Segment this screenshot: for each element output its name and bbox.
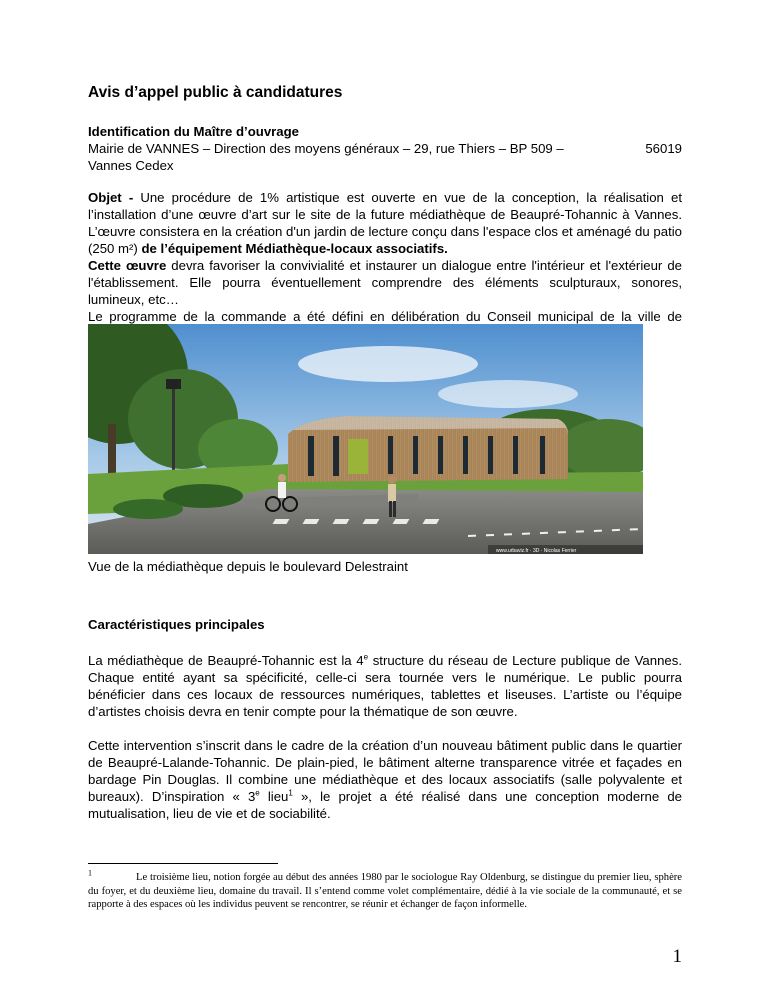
- oeuvre-label: Cette œuvre: [88, 258, 167, 273]
- oeuvre-text: devra favoriser la convivialité et instaurer un dialogue entre l'intérieur et l'extérieur de l'établissement. Elle pourra éventuellement comprendre des éléments sculpturaux, sonores, lumineux, etc…: [88, 258, 682, 307]
- footnote-number: 1: [88, 868, 92, 878]
- address-line-2: Vannes Cedex: [88, 158, 174, 173]
- address-line-1: Mairie de VANNES – Direction des moyens généraux – 29, rue Thiers – BP 509 –: [88, 141, 564, 156]
- p1-text-b: structure du réseau de Lecture publique de Vannes. Chaque entité ayant sa spécificité, celle-ci sera tournée vers le numérique. Le public pourra bénéficier dans ces locaux de ressources numériques, tablettes et liseuses. L’artiste ou l’équipe d’artistes choisis devra en tenir compte pour la thématique de son œuvre.: [88, 653, 682, 719]
- footnote-ref: 1: [288, 788, 293, 798]
- footnote: [88, 868, 682, 912]
- page-number: 1: [672, 946, 682, 967]
- mediatheque-photo: [88, 324, 643, 554]
- objet-text: Une procédure de 1% artistique est ouverte en vue de la conception, la réalisation et l’installation d’une œuvre d’art sur le site de la future médiathèque de Beaupré-Tohannic à Vannes. L’œuvre consistera en la création d'un jardin de lecture conçu dans l'espace clos et aménagé du patio (250 m²): [88, 190, 682, 256]
- p2-text-c: », le projet a été réalisé dans une conception moderne de mutualisation, lieu de vie et de sociabilité.: [88, 789, 683, 821]
- identification-heading: Identification du Maître d’ouvrage: [88, 124, 300, 139]
- p2-text-a: Cette intervention s’inscrit dans le cadre de la création d’un nouveau bâtiment public dans le quartier de Beaupré-Lalande-Tohannic. De plain-pied, le bâtiment alterne transparence vitrée et façades en bardage Pin Douglas. Il combine une médiathèque et des locaux associatifs (salle polyvalente et bureaux). D’inspiration « 3: [88, 738, 682, 804]
- footnote-text: Le troisième lieu, notion forgée au début des années 1980 par le sociologue Ray Oldenburg, se distingue du premier lieu, sphère du foyer, et du deuxième lieu, domaine du travail. Il s’entend comme volet complémentaire, dédié à la vie sociale de la communauté, et se rapporte à des espaces où les individus peuvent se rencontrer, se réunir et échanger de façon informelle.: [88, 872, 682, 910]
- objet-paragraph: [88, 189, 682, 308]
- caracteristiques-section: [88, 652, 682, 822]
- postcode: 56019: [645, 141, 682, 156]
- caracteristiques-paragraph-2: [88, 737, 682, 822]
- p1-text-a: La médiathèque de Beaupré-Tohannic est la 4: [88, 653, 364, 668]
- photo-caption: Vue de la médiathèque depuis le boulevard Delestraint: [88, 559, 408, 574]
- p1-sup: e: [363, 652, 369, 662]
- identification-address: [88, 140, 682, 157]
- page-title: Avis d’appel public à candidatures: [88, 84, 343, 101]
- programme-paragraph: Le programme de la commande a été défini en délibération du Conseil municipal de la ville de: [88, 309, 682, 324]
- caracteristiques-heading: Caractéristiques principales: [88, 617, 265, 632]
- objet-bold-end: de l’équipement Médiathèque-locaux associatifs.: [141, 241, 448, 256]
- p2-sup-1: e: [255, 788, 260, 798]
- objet-section: [88, 189, 682, 342]
- p2-text-b: lieu: [259, 789, 289, 804]
- caracteristiques-paragraph-1: [88, 652, 682, 720]
- footnote-rule: [88, 863, 278, 864]
- objet-label: Objet -: [88, 190, 141, 205]
- photo-credit: www.urbaviz.fr · 3D · Nicolas Ferrier: [496, 548, 577, 554]
